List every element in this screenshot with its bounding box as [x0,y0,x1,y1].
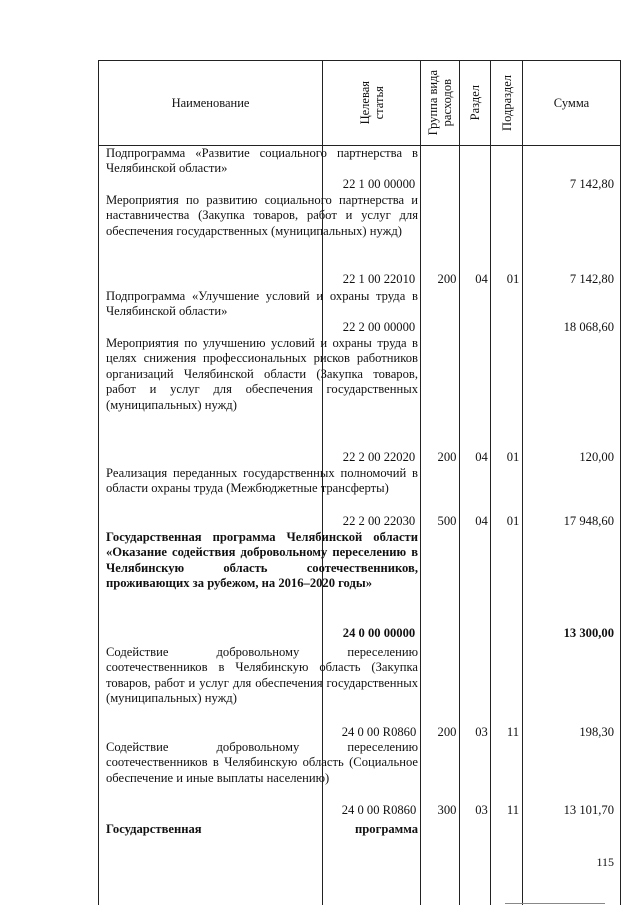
row-section: 03 [475,803,488,817]
row-name: Мероприятия по развитию социального партнерства и наставничества (Закупка товаров, работ и услуг для обеспечения государственных (муниципальных) нужд) [106,193,418,238]
row-expense-group: 200 [437,272,457,286]
row-target-article: 22 2 00 00000 [342,320,416,334]
header-expense-group [421,61,459,145]
row-target-article: 22 1 00 00000 [342,177,416,191]
row-subsection: 11 [506,803,520,817]
row-name: Государственная программа Челябинской области «Оказание содействия добровольному переселению в Челябинскую область соотечественников, проживающих за рубежом, на 2016–2020 годы» [106,530,418,591]
header-name-label: Наименование [171,96,250,110]
header-expense-group-label: Группа вида расходов [426,70,454,136]
row-expense-group: 200 [437,450,457,464]
row-target-article: 24 0 00 R0860 [341,725,417,739]
header-target-article [323,61,420,145]
row-name: Мероприятия по улучшению условий и охраны труда в целях снижения профессиональных рисков работников организаций Челябинской области (Закупка товаров, работ и услуг для обеспечения государственных (муниципальных) нужд) [106,336,418,412]
row-name: Содействие добровольному переселению соотечественников в Челябинскую область (Закупка товаров, работ и услуг для обеспечения государственных (муниципальных) нужд) [106,645,418,706]
header-sum-label: Сумма [553,96,590,110]
header-subsection-label: Подраздел [499,75,514,131]
row-target-article: 22 2 00 22030 [342,514,416,528]
row-sum: 13 300,00 [563,626,614,640]
row-sum: 13 101,70 [563,803,614,817]
header-name [99,61,322,145]
header-section-label: Раздел [468,85,482,121]
header-sum [523,61,620,145]
header-subsection [491,61,522,145]
row-target-article: 24 0 00 00000 [342,626,416,640]
row-sum: 198,30 [579,725,614,739]
row-sum: 18 068,60 [563,320,614,334]
header-target-article-label: Целевая статья [357,81,386,125]
column-divider [459,60,460,905]
row-section: 04 [475,514,488,528]
row-sum: 120,00 [579,450,614,464]
footer-rule [505,903,605,904]
row-name: Подпрограмма «Развитие социального партнерства в Челябинской области» [106,146,418,176]
row-sum: 7 142,80 [569,272,614,286]
column-divider [490,60,491,905]
row-section: 03 [475,725,488,739]
table-border-left [98,60,99,905]
row-expense-group: 300 [437,803,457,817]
column-divider [522,60,523,905]
row-expense-group: 200 [437,725,457,739]
row-subsection: 01 [506,450,520,464]
row-target-article: 22 1 00 22010 [342,272,416,286]
row-section: 04 [475,450,488,464]
row-subsection: 01 [506,272,520,286]
row-name: Подпрограмма «Улучшение условий и охраны труда в Челябинской области» [106,289,418,319]
row-subsection: 11 [506,725,520,739]
row-expense-group: 500 [437,514,457,528]
row-target-article: 22 2 00 22020 [342,450,416,464]
row-sum: 7 142,80 [569,177,614,191]
header-section [460,61,490,145]
row-sum: 17 948,60 [563,514,614,528]
row-name: Содействие добровольному переселению соотечественников в Челябинскую область (Социальное обеспечение и иные выплаты населению) [106,740,418,785]
table-border-right [620,60,621,905]
row-subsection: 01 [506,514,520,528]
row-name: Государственная программа [106,822,418,836]
row-section: 04 [475,272,488,286]
row-target-article: 24 0 00 R0860 [341,803,417,817]
row-name: Реализация переданных государственных полномочий в области охраны труда (Межбюджетные трансферты) [106,466,418,496]
page-number: 115 [596,855,614,869]
